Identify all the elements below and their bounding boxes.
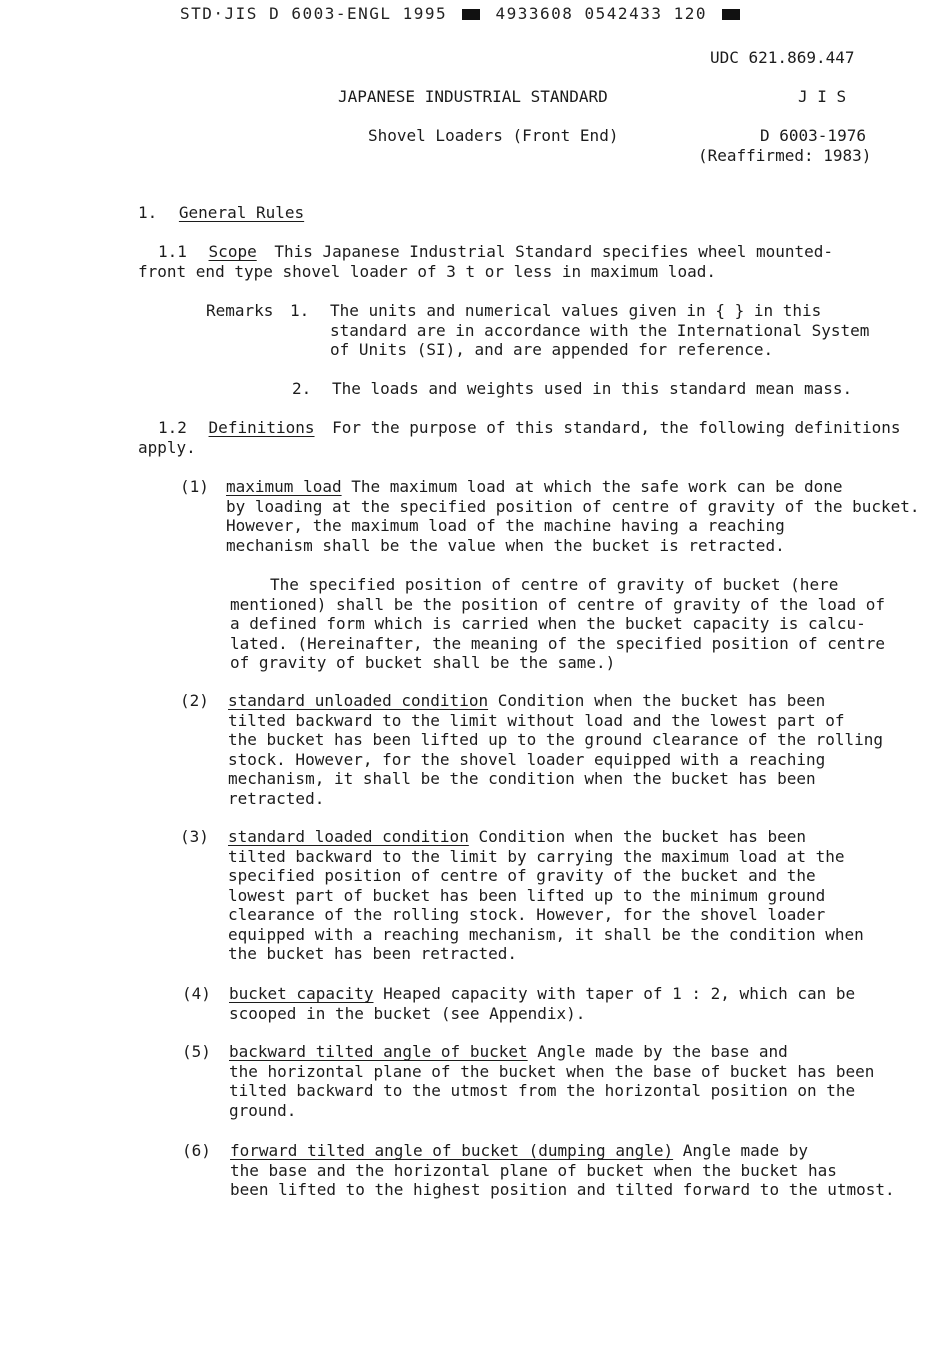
text-line: clearance of the rolling stock. However, for the shovel loader <box>228 905 826 924</box>
definition-text: The maximum load at which the safe work can be done <box>351 477 843 496</box>
text-line: specified position of centre of gravity of the bucket and the <box>228 866 816 885</box>
text-line: lated. (Hereinafter, the meaning of the specified position of centre <box>230 633 886 653</box>
definition-term: maximum load <box>226 477 342 496</box>
definition-item <box>228 827 864 964</box>
definition-item <box>230 1141 895 1200</box>
text-line: mentioned) shall be the position of centre of gravity of the load of <box>230 594 886 614</box>
text-line: tilted backward to the limit by carrying the maximum load at the <box>228 846 845 866</box>
text-line: standard are in accordance with the International System <box>330 320 870 340</box>
text-line: stock. However, for the shovel loader equipped with a reaching <box>228 749 826 769</box>
definition-number: (6) <box>182 1141 211 1160</box>
text-line: tilted backward to the limit without load and the lowest part of <box>228 710 845 730</box>
redaction-block <box>722 9 740 20</box>
text-line: ground. <box>229 1100 297 1120</box>
standard-title: JAPANESE INDUSTRIAL STANDARD <box>338 87 608 106</box>
reaffirmed-date: (Reaffirmed: 1983) <box>698 146 872 165</box>
text-line: of gravity of bucket shall be the same.) <box>230 653 616 672</box>
remark-text: The loads and weights used in this standard mean mass. <box>332 379 853 398</box>
remarks-label: Remarks <box>206 301 274 320</box>
definition-term: bucket capacity <box>229 984 374 1003</box>
definition-item <box>229 984 855 1023</box>
udc-number: UDC 621.869.447 <box>710 48 855 67</box>
definition-number: (2) <box>180 691 209 710</box>
text-line: the bucket has been lifted up to the ground clearance of the rolling <box>228 730 884 749</box>
clause-term: Scope <box>208 242 257 261</box>
document-code-part2: 4933608 0542433 120 <box>495 4 707 23</box>
text-line: retracted. <box>228 788 325 808</box>
document-code <box>180 4 744 24</box>
text-line: tilted backward to the utmost from the horizontal position on the <box>229 1081 856 1100</box>
definition-note <box>230 575 885 673</box>
text-line: The specified position of centre of gravity of bucket (here <box>270 575 839 594</box>
text-line: a defined form which is carried when the bucket capacity is calcu- <box>230 614 866 633</box>
jis-mark: J I S <box>798 87 847 106</box>
definition-text: Angle made by <box>682 1141 808 1160</box>
scope-line-1 <box>158 242 833 262</box>
remark-number: 1. <box>290 301 310 320</box>
clause-term: Definitions <box>208 418 315 437</box>
definition-number: (3) <box>180 827 209 846</box>
clause-text: For the purpose of this standard, the following definitions <box>332 418 901 437</box>
definition-item <box>229 1042 874 1120</box>
definition-text: Angle made by the base and <box>537 1042 788 1061</box>
redaction-block <box>462 9 480 20</box>
definition-text: Heaped capacity with taper of 1 : 2, which can be <box>383 984 856 1003</box>
text-line: equipped with a reaching mechanism, it shall be the condition when <box>228 924 864 944</box>
text-line: the horizontal plane of the bucket when the base of bucket has been <box>229 1061 875 1081</box>
definition-text: Condition when the bucket has been <box>497 691 826 710</box>
section-heading <box>138 203 304 223</box>
section-title: General Rules <box>178 203 305 222</box>
document-code-part1: STD·JIS D 6003-ENGL 1995 <box>180 4 448 23</box>
definition-text: Condition when the bucket has been <box>478 827 806 846</box>
text-line: mechanism shall be the value when the bucket is retracted. <box>226 535 785 555</box>
section-number: 1. <box>138 203 158 222</box>
text-line: mechanism, it shall be the condition when the bucket has been <box>228 769 816 788</box>
definition-item <box>226 477 920 555</box>
clause-number: 1.1 <box>158 242 187 261</box>
definition-term: backward tilted angle of bucket <box>229 1042 528 1061</box>
definition-number: (4) <box>182 984 211 1003</box>
definition-term: standard unloaded condition <box>228 691 489 710</box>
text-line: The units and numerical values given in { } in this <box>330 301 822 320</box>
remark-text <box>330 301 869 360</box>
text-line: the base and the horizontal plane of bucket when the bucket has <box>230 1160 837 1180</box>
definition-number: (5) <box>182 1042 211 1061</box>
definitions-line-2: apply. <box>138 438 196 457</box>
definition-number: (1) <box>180 477 209 496</box>
text-line: of Units (SI), and are appended for reference. <box>330 340 774 359</box>
text-line: by loading at the specified position of centre of gravity of the bucket. <box>226 496 920 516</box>
document-subject: Shovel Loaders (Front End) <box>368 126 619 145</box>
text-line: However, the maximum load of the machine having a reaching <box>226 516 785 535</box>
scope-line-2: front end type shovel loader of 3 t or less in maximum load. <box>138 262 716 281</box>
text-line: lowest part of bucket has been lifted up to the minimum ground <box>228 885 826 905</box>
text-line: scooped in the bucket (see Appendix). <box>229 1003 586 1023</box>
definitions-line-1 <box>158 418 901 438</box>
definition-term: standard loaded condition <box>228 827 469 846</box>
text-line: the bucket has been retracted. <box>228 944 517 963</box>
text-line: been lifted to the highest position and tilted forward to the utmost. <box>230 1180 895 1199</box>
remark-number: 2. <box>292 379 312 398</box>
definition-item <box>228 691 883 808</box>
clause-number: 1.2 <box>158 418 187 437</box>
definition-term: forward tilted angle of bucket (dumping angle) <box>230 1141 674 1160</box>
clause-text: This Japanese Industrial Standard specifies wheel mounted- <box>274 242 834 261</box>
standard-number: D 6003-1976 <box>760 126 866 145</box>
